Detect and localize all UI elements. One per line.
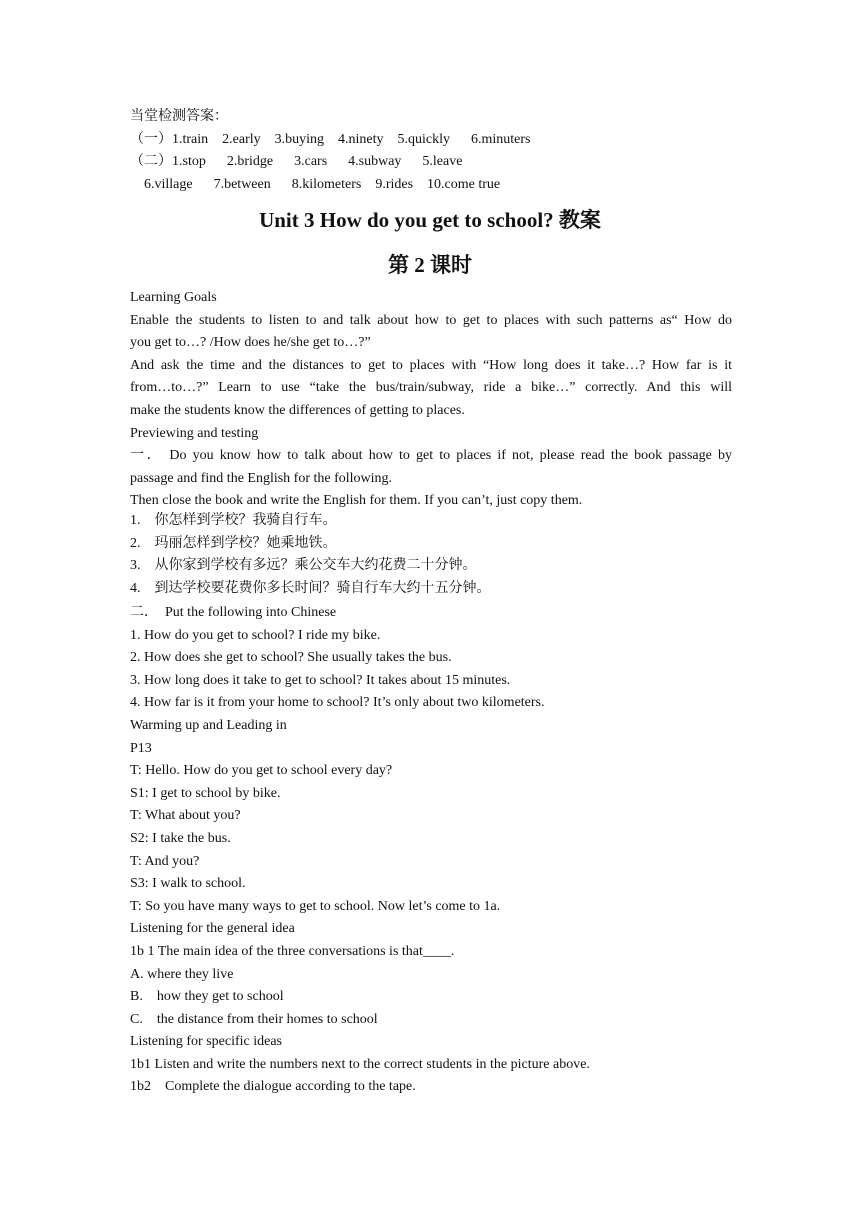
section-heading: Learning Goals (130, 290, 217, 305)
answers-section (130, 106, 732, 196)
section-heading: Listening for the general idea (130, 921, 295, 937)
paragraph-line: passage and find the English for the following. (130, 470, 393, 486)
dialogue-line: S1: I get to school by bike. (130, 785, 281, 801)
lesson-subtitle: 第 2 课时 (388, 253, 472, 277)
instruction-line: 1b1 Listen and write the numbers next to the correct students in the picture above. (130, 1056, 590, 1072)
answers-row-2: （二）1.stop 2.bridge 3.cars 4.subway 5.leave (130, 154, 463, 170)
page-reference: P13 (130, 740, 152, 756)
section-heading: Previewing and testing (130, 425, 259, 441)
chinese-items-section (130, 510, 732, 600)
lesson-body-section (130, 602, 732, 1099)
answers-heading: 当堂检测答案： (130, 109, 228, 124)
list-item: 3. How long does it take to get to school? It takes about 15 minutes. (130, 672, 511, 688)
paragraph-line: 一． Do you know how to talk about how to get to places if not, please read the book passage by (130, 448, 732, 464)
paragraph-line: Then close the book and write the English for them. If you can’t, just copy them. (130, 493, 583, 509)
dialogue-line: S3: I walk to school. (130, 876, 246, 892)
paragraph-line: you get to…? /How does he/she get to…?” (130, 335, 371, 351)
question-line: 1b 1 The main idea of the three conversations is that____. (130, 943, 455, 959)
answers-row-1: （一）1.train 2.early 3.buying 4.ninety 5.quickly 6.minuters (130, 131, 531, 147)
dialogue-line: T: So you have many ways to get to school. Now let’s come to 1a. (130, 898, 501, 914)
dialogue-line: S2: I take the bus. (130, 830, 231, 846)
section-heading: Listening for specific ideas (130, 1034, 283, 1050)
list-item: 1. How do you get to school? I ride my bike. (130, 627, 381, 643)
section-heading: 二． Put the following into Chinese (130, 605, 337, 620)
option-line: C. the distance from their homes to school (130, 1011, 378, 1027)
list-item: 1. 你怎样到学校？我骑自行车。 (130, 513, 337, 528)
dialogue-line: T: Hello. How do you get to school every day? (130, 763, 393, 779)
page-title: Unit 3 How do you get to school? 教案 (259, 208, 601, 232)
paragraph-line: Enable the students to listen to and talk about how to get to places with such patterns as“ How do (130, 312, 732, 328)
option-line: B. how they get to school (130, 989, 284, 1005)
paragraph-line: make the students know the differences of getting to places. (130, 402, 465, 418)
list-item: 4. 到达学校要花费你多长时间？骑自行车大约十五分钟。 (130, 580, 491, 596)
paragraph-line: from…to…?” Learn to use “take the bus/train/subway, ride a bike…” correctly. And this will (130, 380, 732, 396)
learning-goals-section (130, 287, 732, 513)
option-line: A. where they live (130, 966, 234, 982)
list-item: 4. How far is it from your home to school? It’s only about two kilometers. (130, 695, 545, 711)
list-item: 2. How does she get to school? She usually takes the bus. (130, 650, 452, 666)
section-heading: Warming up and Leading in (130, 717, 287, 733)
instruction-line: 1b2 Complete the dialogue according to the tape. (130, 1079, 416, 1095)
list-item: 3. 从你家到学校有多远？乘公交车大约花费二十分钟。 (130, 558, 477, 574)
list-item: 2. 玛丽怎样到学校？她乘地铁。 (130, 535, 337, 551)
paragraph-line: And ask the time and the distances to get to places with “How long does it take…? How far is it (130, 357, 732, 373)
answers-row-3: 6.village 7.between 8.kilometers 9.rides 10.come true (130, 176, 501, 192)
dialogue-line: T: And you? (130, 853, 200, 869)
dialogue-line: T: What about you? (130, 808, 241, 824)
